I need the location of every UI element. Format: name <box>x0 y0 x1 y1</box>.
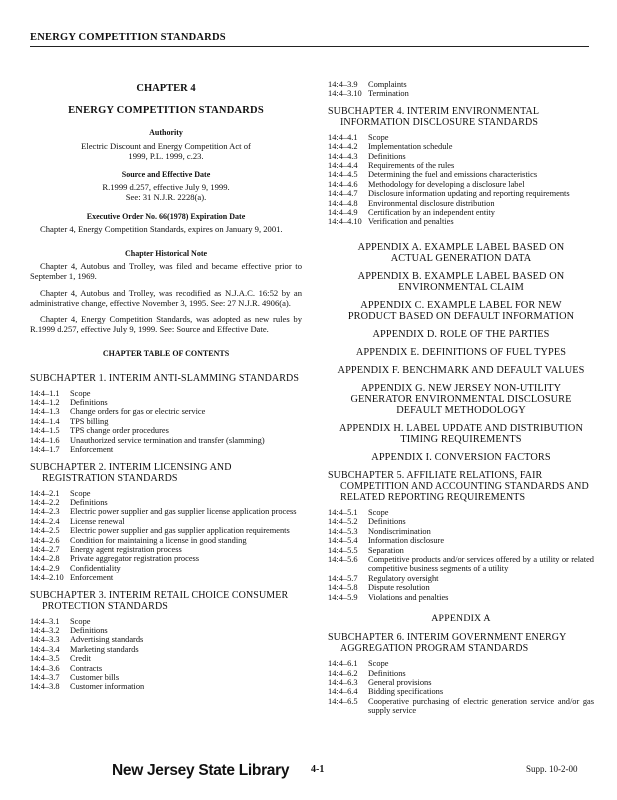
section-title: Information disclosure <box>368 536 445 546</box>
toc-entry[interactable] <box>30 617 302 626</box>
section-title: Credit <box>70 654 91 664</box>
section-number: 14:4–2.4 <box>30 516 60 526</box>
section-title: Regulatory oversight <box>368 573 439 583</box>
footer-library-name: New Jersey State Library <box>112 762 290 779</box>
section-number: 14:4–4.2 <box>328 142 358 152</box>
section-title: Energy agent registration process <box>70 544 182 554</box>
section-number: 14:4–1.3 <box>30 407 60 417</box>
appendix-c[interactable]: APPENDIX C. EXAMPLE LABEL FOR NEW PRODUCT BASED ON DEFAULT INFORMATION <box>347 299 575 322</box>
toc-entry[interactable] <box>328 659 594 668</box>
section-number: 14:4–6.1 <box>328 659 358 669</box>
source-heading: Source and Effective Date <box>121 170 211 180</box>
toc-entry[interactable] <box>30 426 302 435</box>
section-title: Definitions <box>368 517 406 527</box>
toc-list <box>30 389 302 455</box>
exec-order-text: Chapter 4, Energy Competition Standards, expires on January 9, 2001. <box>40 223 283 234</box>
section-number: 14:4–3.10 <box>328 89 362 99</box>
toc-entry[interactable] <box>30 645 302 654</box>
toc-entry[interactable] <box>328 574 594 583</box>
section-title: Determining the fuel and emissions characteristics <box>368 170 538 180</box>
toc-entry[interactable] <box>328 546 594 555</box>
toc-entry[interactable] <box>30 664 302 673</box>
toc-list-subchapter-3-continued <box>328 80 594 99</box>
history-heading: Chapter Historical Note <box>124 249 208 259</box>
section-title: Private aggregator registration process <box>70 554 200 564</box>
chapter-number: CHAPTER 4 <box>136 83 196 94</box>
section-title: Termination <box>368 89 409 99</box>
section-number: 14:4–2.6 <box>30 535 60 545</box>
running-head: ENERGY COMPETITION STANDARDS <box>30 32 226 43</box>
subchapter-6 <box>328 632 594 715</box>
toc-list <box>328 133 594 227</box>
subchapter-5 <box>328 470 594 624</box>
toc-entry[interactable] <box>328 208 594 217</box>
toc-entry[interactable] <box>30 436 302 445</box>
section-number: 14:4–3.7 <box>30 673 60 682</box>
section-title: Contracts <box>70 663 103 673</box>
section-number: 14:4–4.10 <box>328 217 362 227</box>
section-title: Methodology for developing a disclosure label <box>368 179 525 189</box>
section-number: 14:4–5.4 <box>328 536 358 546</box>
section-title: Scope <box>70 488 91 498</box>
section-number: 14:4–1.2 <box>30 398 60 408</box>
subchapter-title: SUBCHAPTER 4. INTERIM ENVIRONMENTAL INFORMATION DISCLOSURE STANDARDS <box>328 105 539 128</box>
section-title: Scope <box>368 507 389 517</box>
toc-entry[interactable] <box>30 573 302 582</box>
appendix-d[interactable]: APPENDIX D. ROLE OF THE PARTIES <box>372 328 550 340</box>
toc-entry[interactable] <box>328 217 594 226</box>
section-number: 14:4–4.7 <box>328 189 358 199</box>
section-number: 14:4–4.4 <box>328 161 358 171</box>
toc-entry[interactable] <box>30 398 302 407</box>
toc-entry[interactable] <box>30 635 302 644</box>
history-note-1: Chapter 4, Autobus and Trolley, was filed and became effective prior to September 1, 1969. <box>30 261 302 282</box>
authority-text: Electric Discount and Energy Competition Act of 1999, P.L. 1999, c.23. <box>81 140 251 161</box>
toc-entry[interactable] <box>328 80 594 89</box>
section-title: Confidentiality <box>70 563 121 573</box>
toc-entry[interactable] <box>328 555 594 574</box>
toc-heading: CHAPTER TABLE OF CONTENTS <box>102 349 230 359</box>
section-title: Dispute resolution <box>368 583 430 593</box>
section-title: Disclosure information updating and reporting requirements <box>368 189 570 199</box>
section-number: 14:4–3.1 <box>30 616 60 626</box>
appendix-g[interactable]: APPENDIX G. NEW JERSEY NON-UTILITY GENERATOR ENVIRONMENTAL DISCLOSURE DEFAULT METHODOLOGY <box>350 382 572 416</box>
subchapter-5-appendix[interactable]: APPENDIX A <box>431 612 491 624</box>
toc-entry[interactable] <box>30 489 302 498</box>
section-title: Enforcement <box>70 573 114 583</box>
supplement-date: Supp. 10-2-00 <box>526 764 578 774</box>
toc-entry[interactable] <box>30 517 302 526</box>
appendix-h[interactable]: APPENDIX H. LABEL UPDATE AND DISTRIBUTION TIMING REQUIREMENTS <box>339 422 583 445</box>
toc-entry[interactable] <box>30 507 302 516</box>
section-number: 14:4–5.8 <box>328 583 358 593</box>
toc-entry[interactable] <box>328 161 594 170</box>
section-title: Cooperative purchasing of electric generation service and/or gas supply service <box>368 696 594 716</box>
section-title: Condition for maintaining a license in good standing <box>70 535 247 545</box>
section-title: Marketing standards <box>70 644 139 654</box>
section-number: 14:4–5.5 <box>328 545 358 555</box>
section-number: 14:4–4.5 <box>328 170 358 180</box>
toc-entry[interactable] <box>328 687 594 696</box>
section-title: Implementation schedule <box>368 142 453 152</box>
section-number: 14:4–3.8 <box>30 682 60 692</box>
source-line-2: See: 31 N.J.R. 2228(a). <box>125 192 207 203</box>
section-title: Verification and penalties <box>368 217 454 227</box>
section-title: Customer bills <box>70 673 120 682</box>
toc-entry[interactable] <box>30 682 302 691</box>
toc-entry[interactable] <box>328 697 594 716</box>
toc-entry[interactable] <box>30 626 302 635</box>
authority-heading: Authority <box>149 128 183 138</box>
toc-entry[interactable] <box>30 445 302 454</box>
section-number: 14:4–6.4 <box>328 687 358 697</box>
section-title: Nondiscrimination <box>368 526 431 536</box>
toc-list <box>328 508 594 602</box>
appendix-a[interactable]: APPENDIX A. EXAMPLE LABEL BASED ON ACTUAL GENERATION DATA <box>357 241 565 264</box>
section-number: 14:4–5.9 <box>328 592 358 602</box>
section-title: Certification by an independent entity <box>368 208 495 218</box>
toc-entry[interactable] <box>30 498 302 507</box>
subchapter-4 <box>328 106 594 227</box>
section-number: 14:4–3.4 <box>30 644 60 654</box>
toc-entry[interactable] <box>30 545 302 554</box>
appendix-i[interactable]: APPENDIX I. CONVERSION FACTORS <box>371 451 551 463</box>
section-title: Electric power supplier and gas supplier application requirements <box>70 526 290 536</box>
left-column <box>30 84 302 692</box>
toc-entry[interactable] <box>328 517 594 526</box>
appendix-list <box>328 242 594 463</box>
section-number: 14:4–2.10 <box>30 573 64 583</box>
toc-entry[interactable] <box>30 526 302 535</box>
toc-entry[interactable] <box>328 142 594 151</box>
subchapter-2 <box>30 462 302 583</box>
toc-entry[interactable] <box>328 678 594 687</box>
exec-order-heading: Executive Order No. 66(1978) Expiration Date <box>86 211 246 221</box>
toc-entry[interactable] <box>328 170 594 179</box>
section-number: 14:4–3.2 <box>30 625 60 635</box>
section-title: Definitions <box>368 668 406 678</box>
section-title: General provisions <box>368 677 432 687</box>
toc-entry[interactable] <box>328 189 594 198</box>
section-number: 14:4–3.5 <box>30 654 60 664</box>
section-title: Electric power supplier and gas supplier license application process <box>70 507 297 517</box>
section-number: 14:4–4.9 <box>328 208 358 218</box>
section-number: 14:4–4.3 <box>328 151 358 161</box>
section-title: TPS billing <box>70 416 109 426</box>
section-number: 14:4–1.6 <box>30 435 60 445</box>
toc-entry[interactable] <box>328 669 594 678</box>
section-number: 14:4–5.3 <box>328 526 358 536</box>
history-note-2: Chapter 4, Autobus and Trolley, was recodified as N.J.A.C. 16:52 by an administrative change, effective November 3, 1995. See: 27 N.J.R. 4906(a). <box>30 287 302 308</box>
toc-entry[interactable] <box>30 536 302 545</box>
section-number: 14:4–1.5 <box>30 426 60 436</box>
section-number: 14:4–2.9 <box>30 563 60 573</box>
section-title: Scope <box>70 616 91 626</box>
section-number: 14:4–5.1 <box>328 507 358 517</box>
toc-entry[interactable] <box>328 527 594 536</box>
toc-entry[interactable] <box>30 564 302 573</box>
toc-entry[interactable] <box>30 673 302 682</box>
section-title: Violations and penalties <box>368 592 449 602</box>
section-title: Enforcement <box>70 445 114 455</box>
toc-list <box>30 617 302 692</box>
toc-entry[interactable] <box>328 133 594 142</box>
header-rule <box>30 46 589 47</box>
subchapter-title: SUBCHAPTER 5. AFFILIATE RELATIONS, FAIR COMPETITION AND ACCOUNTING STANDARDS AND RELATED REPORTING REQUIREMENTS <box>328 469 589 503</box>
section-number: 14:4–6.2 <box>328 668 358 678</box>
toc-entry[interactable] <box>328 508 594 517</box>
section-number: 14:4–4.6 <box>328 179 358 189</box>
section-title: Definitions <box>70 625 108 635</box>
section-number: 14:4–6.5 <box>328 696 358 706</box>
section-title: Scope <box>368 659 389 669</box>
appendix-f[interactable]: APPENDIX F. BENCHMARK AND DEFAULT VALUES <box>337 364 585 376</box>
subchapter-title: SUBCHAPTER 1. INTERIM ANTI-SLAMMING STANDARDS <box>30 372 299 384</box>
toc-entry[interactable] <box>328 199 594 208</box>
toc-entry[interactable] <box>328 536 594 545</box>
section-number: 14:4–2.3 <box>30 507 60 517</box>
section-number: 14:4–1.4 <box>30 416 60 426</box>
chapter-title: ENERGY COMPETITION STANDARDS <box>68 105 264 117</box>
toc-entry[interactable] <box>30 389 302 398</box>
toc-entry[interactable] <box>30 417 302 426</box>
section-number: 14:4–3.6 <box>30 663 60 673</box>
section-title: TPS change order procedures <box>70 426 169 436</box>
toc-entry[interactable] <box>30 554 302 563</box>
section-title: Definitions <box>368 151 406 161</box>
section-number: 14:4–1.7 <box>30 445 60 455</box>
subchapter-title: SUBCHAPTER 3. INTERIM RETAIL CHOICE CONSUMER PROTECTION STANDARDS <box>30 589 289 612</box>
section-number: 14:4–2.7 <box>30 544 60 554</box>
section-number: 14:4–1.1 <box>30 388 60 398</box>
history-note-3: Chapter 4, Energy Competition Standards, was adopted as new rules by R.1999 d.257, effective July 9, 1999. See: Source and Effective Date. <box>30 314 302 335</box>
toc-entry[interactable] <box>328 180 594 189</box>
section-title: Scope <box>70 388 91 398</box>
toc-entry[interactable] <box>30 407 302 416</box>
toc-list <box>328 659 594 715</box>
section-title: Environmental disclosure distribution <box>368 198 495 208</box>
section-title: Advertising standards <box>70 635 144 645</box>
section-number: 14:4–3.3 <box>30 635 60 645</box>
section-title: Customer information <box>70 682 145 692</box>
toc-list <box>30 489 302 583</box>
section-title: Separation <box>368 545 404 555</box>
section-number: 14:4–5.7 <box>328 573 358 583</box>
subchapter-title: SUBCHAPTER 6. INTERIM GOVERNMENT ENERGY AGGREGATION PROGRAM STANDARDS <box>328 632 567 655</box>
section-title: Competitive products and/or services offered by a utility or related competitive business segments of a utility <box>368 554 594 574</box>
toc-entry[interactable] <box>328 593 594 602</box>
section-title: Change orders for gas or electric service <box>70 407 206 417</box>
section-number: 14:4–2.2 <box>30 497 60 507</box>
section-number: 14:4–3.9 <box>328 80 358 89</box>
section-title: Definitions <box>70 398 108 408</box>
right-column <box>328 80 594 716</box>
page-number: 4-1 <box>311 764 325 775</box>
section-title: Unauthorized service termination and transfer (slamming) <box>70 435 265 445</box>
section-number: 14:4–2.5 <box>30 526 60 536</box>
section-number: 14:4–4.1 <box>328 132 358 142</box>
section-title: Complaints <box>368 80 407 89</box>
section-title: Bidding specifications <box>368 687 444 697</box>
section-number: 14:4–2.1 <box>30 488 60 498</box>
section-title: Scope <box>368 132 389 142</box>
toc-entry[interactable] <box>328 89 594 98</box>
section-title: Definitions <box>70 497 108 507</box>
subchapter-title: SUBCHAPTER 2. INTERIM LICENSING AND REGISTRATION STANDARDS <box>30 461 232 484</box>
appendix-b[interactable]: APPENDIX B. EXAMPLE LABEL BASED ON ENVIRONMENTAL CLAIM <box>357 270 565 293</box>
section-number: 14:4–6.3 <box>328 677 358 687</box>
appendix-e[interactable]: APPENDIX E. DEFINITIONS OF FUEL TYPES <box>355 346 567 358</box>
section-number: 14:4–5.6 <box>328 554 358 564</box>
toc-entry[interactable] <box>328 152 594 161</box>
section-title: Requirements of the rules <box>368 161 455 171</box>
subchapter-1 <box>30 373 302 455</box>
section-number: 14:4–5.2 <box>328 517 358 527</box>
section-title: License renewal <box>70 516 125 526</box>
section-number: 14:4–4.8 <box>328 198 358 208</box>
subchapter-3 <box>30 590 302 692</box>
section-number: 14:4–2.8 <box>30 554 60 564</box>
toc-entry[interactable] <box>328 583 594 592</box>
toc-entry[interactable] <box>30 654 302 663</box>
source-line-1: R.1999 d.257, effective July 9, 1999. <box>102 182 230 193</box>
